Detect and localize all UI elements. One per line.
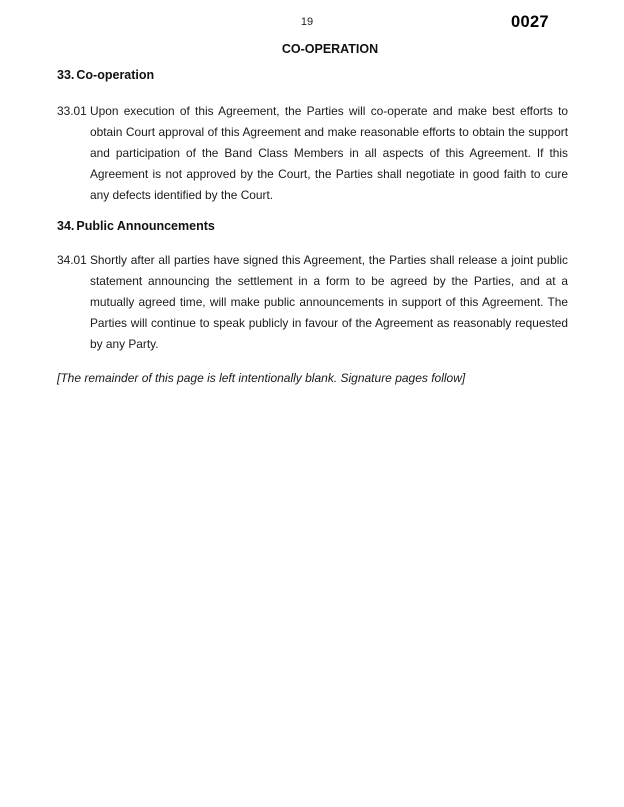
section-heading-33 [57,68,154,82]
section-heading-34 [57,219,215,233]
paragraph-number: 33.01 [57,104,87,118]
paragraph-line: and participation of the Band Class Members in all aspects of this Agreement. If this [90,146,568,160]
paragraph-34-01 [57,250,568,355]
page-number: 19 [300,16,314,28]
paragraph-line: by any Party. [90,337,159,351]
paragraph-line: obtain Court approval of this Agreement and make reasonable efforts to obtain the support [90,125,568,139]
paragraph-line: Parties will continue to speak publicly in favour of the Agreement as reasonably requested [90,316,568,330]
paragraph-number: 34.01 [57,253,87,267]
paragraph-line: Shortly after all parties have signed this Agreement, the Parties shall release a joint public [90,253,568,267]
paragraph-line: statement announcing the settlement in a form to be agreed by the Parties, and at a [90,274,568,288]
bates-stamp-number: 0027 [511,13,549,31]
paragraph-line: any defects identified by the Court. [90,188,274,202]
section-number: 34. [57,219,75,233]
paragraph-line: Upon execution of this Agreement, the Parties will co-operate and make best efforts to [90,104,568,118]
blank-page-notice: [The remainder of this page is left intentionally blank. Signature pages follow] [57,371,466,385]
paragraph-33-01 [57,101,568,206]
paragraph-text [90,250,568,355]
section-number: 33. [57,68,75,82]
page-title: CO-OPERATION [281,42,379,56]
paragraph-line: Agreement is not approved by the Court, the Parties shall negotiate in good faith to cure [90,167,568,181]
section-title: Public Announcements [76,219,215,233]
paragraph-text [90,101,568,206]
paragraph-line: mutually agreed time, will make public announcements in support of this Agreement. The [90,295,568,309]
section-title: Co-operation [76,68,155,82]
